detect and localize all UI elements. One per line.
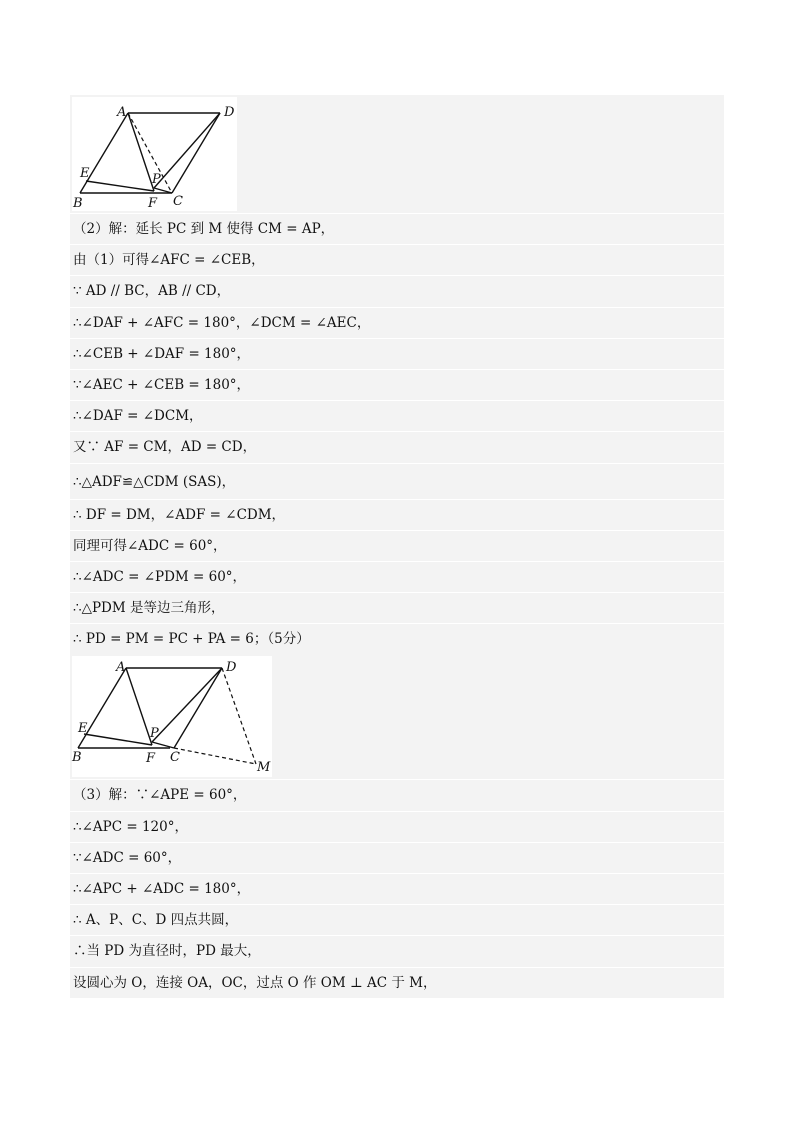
figure-1-diagram [70,95,240,213]
solution-sheet [70,95,724,998]
solution-line: ∴当 PD 为直径时，PD 最大， [70,935,724,966]
figure-2 [70,654,724,779]
fig2-label-A: A [116,660,126,676]
solution-line: ∴△PDM 是等边三角形， [70,592,724,623]
solution-line: ∵ AD // BC，AB // CD， [70,275,724,306]
solution-line: ∴∠DAF + ∠AFC = 180°，∠DCM = ∠AEC， [70,307,724,338]
fig2-label-P: P [150,726,159,742]
fig1-label-P: P [152,172,161,187]
solution-line: ∴ PD = PM = PC + PA = 6；（5分） [70,623,724,654]
solution-line: ∵∠AEC + ∠CEB = 180°， [70,369,724,400]
solution-line: 设圆心为 O，连接 OA，OC，过点 O 作 OM ⊥ AC 于 M， [70,967,724,998]
fig1-label-D: D [224,105,235,120]
solution-line: （3）解：∵∠APE = 60°， [70,779,724,810]
figure-1 [70,95,724,213]
solution-line: （2）解：延长 PC 到 M 使得 CM = AP， [70,213,724,244]
figure-2-diagram [70,654,275,779]
solution-line: ∴ DF = DM，∠ADF = ∠CDM， [70,499,724,530]
solution-line: ∴∠APC = 120°， [70,811,724,842]
solution-line: ∴∠APC + ∠ADC = 180°， [70,873,724,904]
solution-line: 又∵ AF = CM，AD = CD， [70,431,724,462]
solution-line: ∴△ADF≌△CDM (SAS)， [70,463,724,499]
solution-line: 同理可得∠ADC = 60°， [70,530,724,561]
fig1-label-F: F [148,196,158,211]
fig2-label-M: M [257,760,271,776]
solution-line: ∴∠ADC = ∠PDM = 60°， [70,561,724,592]
fig1-label-C: C [173,194,183,209]
fig2-label-E: E [78,721,88,737]
fig2-label-B: B [72,750,82,766]
solution-line: ∴ A、P、C、D 四点共圆， [70,904,724,935]
solution-line: ∵∠ADC = 60°， [70,842,724,873]
fig1-label-E: E [80,166,90,181]
solution-line: 由（1）可得∠AFC = ∠CEB， [70,244,724,275]
fig2-label-D: D [226,660,237,676]
fig1-label-B: B [73,196,83,211]
fig2-label-F: F [146,751,156,767]
solution-line: ∴∠DAF = ∠DCM， [70,400,724,431]
fig2-label-C: C [170,750,180,766]
fig1-label-A: A [117,105,127,120]
solution-line: ∴∠CEB + ∠DAF = 180°， [70,338,724,369]
